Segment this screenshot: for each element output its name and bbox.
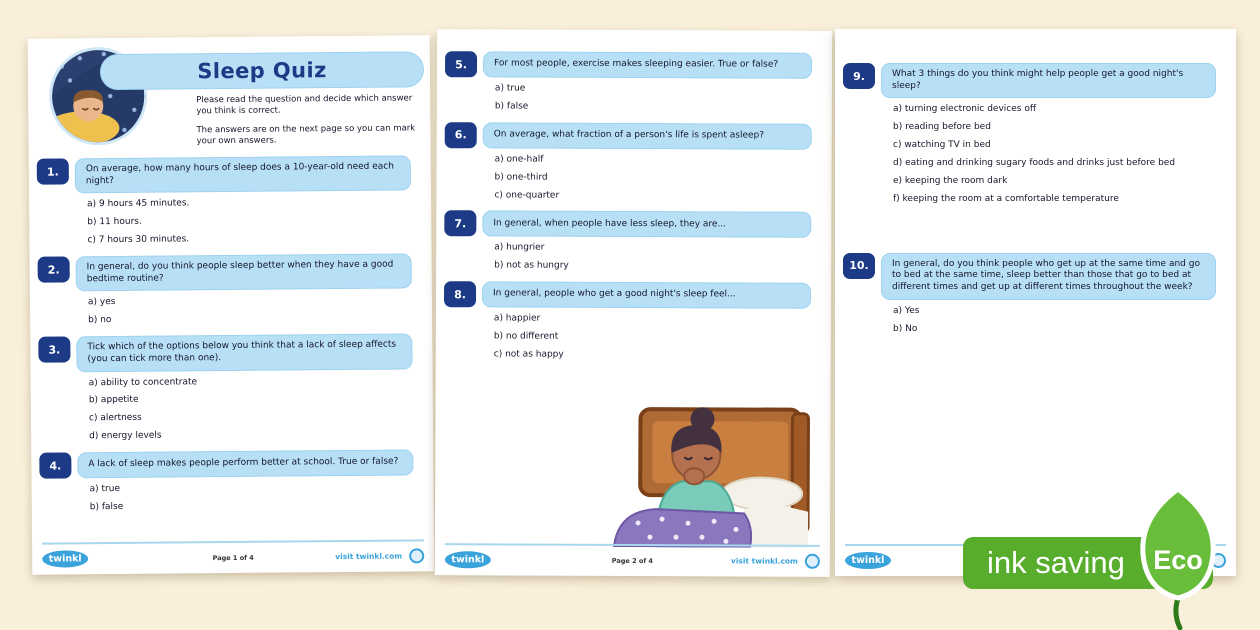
- visit-twinkl-link: visit twinkl.com: [730, 556, 798, 566]
- eco-label: Eco: [1153, 545, 1203, 575]
- question-number-badge: 10.: [843, 253, 875, 279]
- answer-options: [90, 482, 434, 513]
- option-item: e) keeping the room dark: [893, 175, 1008, 186]
- option-item: a) Yes: [893, 305, 920, 316]
- option-item: b) false: [89, 501, 124, 513]
- option-item: b) 11 hours.: [87, 217, 142, 228]
- answer-options: [893, 307, 1236, 335]
- option-item: c) not as happy: [493, 349, 564, 360]
- option-item: c) one-quarter: [494, 189, 560, 201]
- instruction-line: Please read the question and decide which answer you think is correct.: [196, 93, 413, 117]
- option-item: c) alertness: [88, 413, 142, 424]
- question-number-badge: 3.: [38, 337, 70, 363]
- quiz-page-1: [28, 35, 435, 574]
- option-item: b) reading before bed: [893, 122, 991, 133]
- question-9: [843, 63, 1216, 98]
- visit-twinkl-link: visit twinkl.com: [335, 551, 403, 562]
- question-number-badge: 6.: [445, 122, 477, 148]
- question-number-badge: 9.: [843, 63, 875, 89]
- instruction-line: The answers are on the next page so you can mark your own answers.: [196, 123, 416, 147]
- question-2: [38, 253, 412, 292]
- question-3: [38, 334, 412, 373]
- quiz-page-2: [435, 29, 832, 577]
- answer-options: [494, 155, 831, 202]
- answer-options: [893, 105, 1236, 204]
- answer-options: [89, 376, 434, 443]
- option-item: a) 9 hours 45 minutes.: [87, 198, 190, 210]
- option-item: a) ability to concentrate: [88, 376, 198, 388]
- twinkl-logo: twinkl: [445, 551, 491, 568]
- quiz-title-banner: [100, 51, 424, 90]
- option-item: b) appetite: [88, 395, 139, 406]
- question-4: [39, 450, 413, 479]
- question-text: On average, what fraction of a person's life is spent asleep?: [483, 122, 812, 149]
- quiz-title: Sleep Quiz: [197, 58, 327, 84]
- option-item: c) watching TV in bed: [893, 140, 991, 151]
- question-text: On average, how many hours of sleep does a 10-year-old need each night?: [75, 155, 411, 193]
- question-number-badge: 2.: [38, 256, 70, 282]
- question-6: [445, 122, 812, 150]
- page-footer: [42, 539, 424, 569]
- question-text: What 3 things do you think might help people get a good night's sleep?: [881, 63, 1216, 98]
- page-number-label: Page 2 of 4: [611, 556, 653, 565]
- page-header: [28, 35, 431, 159]
- question-text: Tick which of the options below you think that a lack of sleep affects (you can tick more than one).: [76, 334, 412, 372]
- page-footer: [445, 543, 820, 572]
- option-item: d) energy levels: [89, 430, 162, 442]
- option-item: a) hungrier: [494, 242, 545, 254]
- option-item: b) false: [494, 101, 529, 112]
- option-item: b) one-third: [494, 172, 548, 183]
- question-number-badge: 8.: [444, 281, 476, 307]
- option-item: a) turning electronic devices off: [893, 104, 1037, 115]
- option-item: c) 7 hours 30 minutes.: [87, 234, 190, 246]
- quiz-instructions: [196, 93, 419, 155]
- twinkl-logo: twinkl: [845, 552, 891, 569]
- option-item: b) No: [893, 323, 918, 334]
- option-item: b) no: [88, 315, 112, 326]
- question-text: In general, do you think people sleep better when they have a good bedtime routine?: [76, 253, 412, 291]
- option-item: f) keeping the room at a comfortable temperature: [893, 193, 1119, 204]
- answer-options: [495, 84, 832, 113]
- answer-options: [494, 244, 831, 273]
- answer-options: [87, 198, 431, 247]
- question-text: In general, do you think people who get up at the same time and go to bed at the same time, sleep better than those that go to bed at different times and get up at different times throughout the week?: [881, 253, 1216, 300]
- answer-options: [494, 315, 831, 362]
- option-item: a) true: [89, 484, 121, 495]
- question-text: In general, people who get a good night's sleep feel...: [482, 282, 811, 309]
- question-text: A lack of sleep makes people perform better at school. True or false?: [77, 450, 413, 479]
- option-item: b) no different: [493, 331, 559, 342]
- option-item: a) yes: [87, 297, 116, 308]
- option-item: a) happier: [493, 313, 541, 324]
- question-7: [444, 211, 811, 239]
- question-number-badge: 5.: [445, 51, 477, 77]
- ink-saving-label: ink saving: [987, 545, 1125, 580]
- answer-options: [88, 296, 432, 327]
- eco-leaf-icon: [1128, 486, 1228, 630]
- option-item: a) true: [494, 83, 526, 94]
- question-text: In general, when people have less sleep, they are...: [482, 211, 811, 238]
- question-number-badge: 1.: [37, 158, 69, 184]
- question-8: [444, 281, 811, 309]
- yawning-woman-illustration: [604, 361, 827, 548]
- option-item: d) eating and drinking sugary foods and drinks just before bed: [893, 158, 1176, 169]
- question-10: [843, 253, 1216, 300]
- option-item: b) not as hungry: [494, 260, 569, 272]
- option-item: a) one-half: [494, 154, 544, 165]
- twinkl-logo: twinkl: [42, 550, 88, 567]
- question-text: For most people, exercise makes sleeping easier. True or false?: [483, 51, 812, 78]
- question-number-badge: 7.: [444, 211, 476, 237]
- page-number-label: Page 1 of 4: [212, 553, 254, 562]
- question-5: [445, 51, 812, 79]
- question-1: [37, 155, 411, 194]
- question-number-badge: 4.: [39, 453, 71, 479]
